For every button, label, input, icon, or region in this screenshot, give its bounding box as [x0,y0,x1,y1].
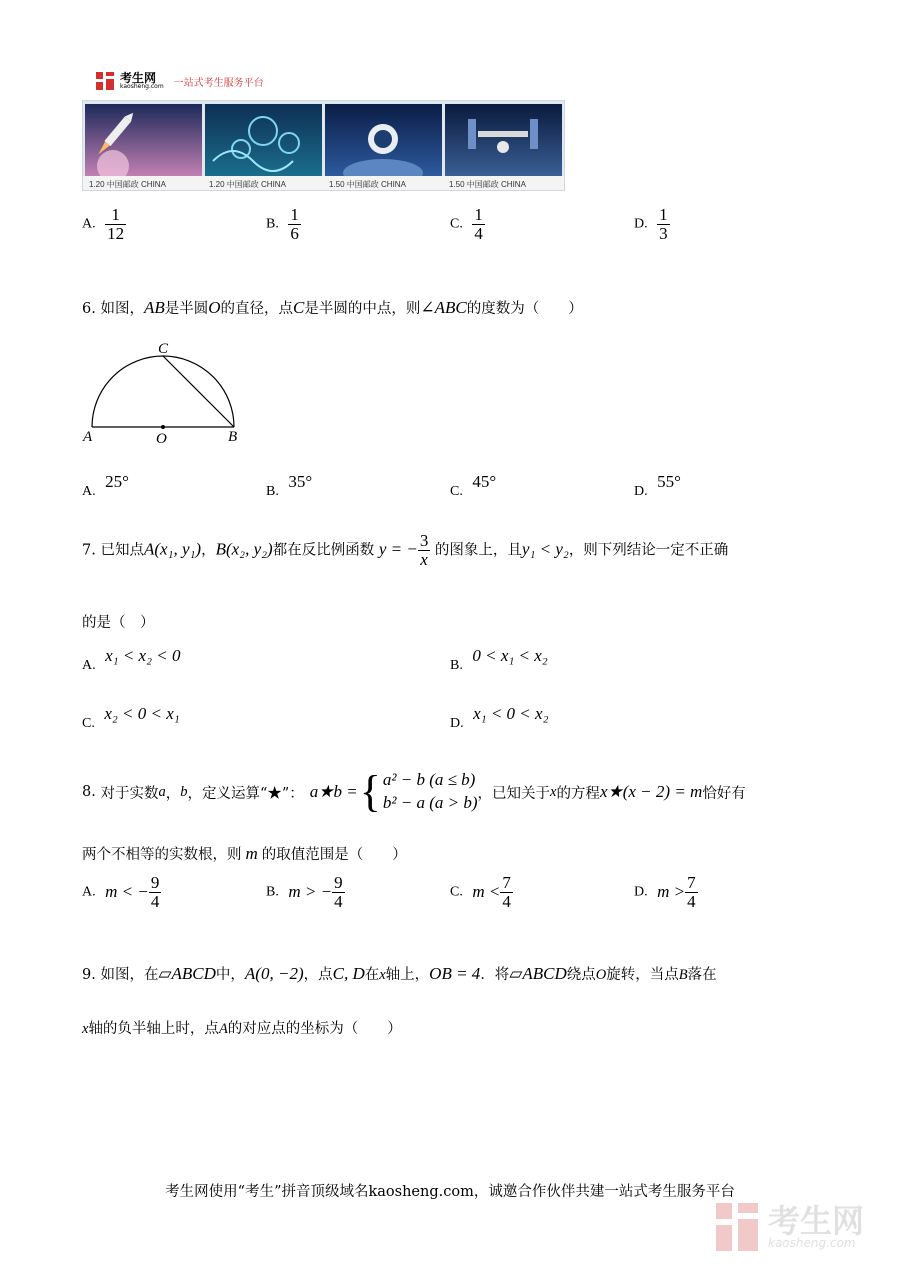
denominator: 4 [502,891,511,911]
question-8 [82,762,746,822]
kaosheng-logo-icon [96,72,114,90]
option-label: B. [266,484,279,499]
q-text: 在 [364,967,380,983]
q-text: 恰好有 [702,785,746,802]
option-label: B. [450,658,463,673]
q-text: 的直径，点 [220,301,294,317]
q-text: 的图象上，且 [434,542,522,559]
stamp-banner [82,100,565,191]
label-c: C [158,341,169,357]
denominator: 12 [107,223,125,243]
math: m > − [288,882,333,902]
q-text: ， [201,542,216,559]
q-text: 绕点 [566,967,596,983]
math: y₁ < y₂ [521,539,569,559]
fraction [500,874,513,911]
q-text: 的对应点的坐标为（ ） [227,1021,402,1037]
q-text: 对于实数 [100,785,159,802]
q-text: 是半圆的中点，则 [304,301,421,317]
denominator: 4 [474,223,483,243]
stamp-value-4: 1.50 中国邮政 CHINA [449,180,526,189]
q-text: ，点 [303,967,333,983]
watermark-logo-icon [716,1203,760,1251]
option-value: 35° [288,472,313,491]
piecewise-cases [383,769,478,815]
q5-option-d [634,206,670,243]
q-text: 两个不相等的实数根，则 [82,847,242,863]
stamp-value-2: 1.20 中国邮政 CHINA [209,180,286,189]
q-text: 已知点 [100,542,144,559]
watermark-text: 考生网 [768,1202,865,1240]
math: B(x₂, y₂) [215,539,273,559]
header-logo [96,72,264,90]
math: C, D [332,964,365,983]
q6-option-a [82,472,129,500]
q5-option-b [266,206,301,243]
math: x [379,967,386,983]
q-text: ．将 [480,967,510,983]
q-text: 轴上， [385,967,430,983]
denominator: 6 [290,223,299,243]
case: b² − a (a > b) [382,793,478,812]
q-text: 的度数为（ ） [466,301,583,317]
option-value: x₁ < x₂ < 0 [105,646,181,665]
q8-option-a [82,874,161,911]
question-9 [82,963,717,984]
label-b: B [228,429,238,445]
option-label: A. [82,216,96,232]
numerator: 1 [111,205,120,224]
math: b [180,783,188,800]
question-6 [82,297,583,318]
math: B [678,967,688,983]
fraction [685,874,698,911]
numerator: 7 [502,873,511,892]
option-value: 55° [657,472,681,491]
option-label: D. [634,484,648,499]
option-label: A. [82,884,96,900]
option-value: x₂ < 0 < x₁ [104,704,180,723]
math: x★(x − 2) = m [599,782,703,801]
option-value: 45° [472,472,497,491]
option-label: C. [450,484,463,499]
q-text: 中， [215,967,245,983]
numerator: 7 [687,873,696,892]
option-label: C. [450,216,463,232]
math: ▱ABCD [158,964,216,983]
label-a: A [83,429,93,445]
math: m < [472,882,501,902]
q8-option-b [266,874,345,911]
q8-option-c [450,874,513,911]
option-label: D. [634,216,648,232]
space-stamps-image [83,101,564,190]
option-value: 25° [105,472,129,491]
option-label: A. [82,658,96,673]
q-text: 都在反比例函数 [272,542,375,559]
q5-option-a [82,206,126,243]
math: x [550,783,557,800]
q-text: 是半圆 [164,301,209,317]
logo-text: 考生网 [120,71,157,85]
label-o: O [156,431,167,447]
q7-option-c [82,704,180,732]
stamp-value-3: 1.50 中国邮政 CHINA [329,180,406,189]
numerator: 9 [334,873,343,892]
option-label: D. [450,716,464,731]
option-value: x₁ < 0 < x₂ [473,704,549,723]
option-label: C. [82,716,95,731]
case: a² − b (a ≤ b) [382,770,476,790]
q5-option-c [450,206,485,243]
page-footer: 考生网使用“考生”拼音顶级域名kaosheng.com，诚邀合作伙伴共建一站式考生服务平台 [165,1184,735,1200]
q-text: 的取值范围是（ ） [261,847,407,863]
numerator: 1 [290,205,299,224]
q-text: ，已知关于 [477,785,550,802]
fraction [105,206,126,243]
numerator: 3 [419,531,429,550]
math: O [595,967,607,983]
logo-tagline: 一站式考生服务平台 [173,77,264,89]
fraction [657,206,670,243]
math: a★b = [309,782,358,801]
math: O [208,298,221,317]
q6-option-b [266,472,312,500]
denominator: x [420,549,428,569]
option-label: A. [82,484,96,499]
fraction [332,874,345,911]
fraction [288,206,301,243]
math: A [218,1021,228,1037]
option-value: 0 < x₁ < x₂ [472,646,548,665]
math: y = − [378,539,418,559]
q-text: 轴的负半轴上时，点 [88,1021,219,1037]
math: ▱ABCD [509,964,567,983]
q6-option-c [450,472,496,500]
q-text: 落在 [687,967,717,983]
q7-option-b [450,646,548,674]
q-text: 如图， [100,301,144,317]
math: x [82,1021,89,1037]
q8-option-d [634,874,698,911]
question-7-line-2: 的是（ ） [82,615,155,631]
q-text: ，定义运算“★”： [187,785,304,802]
semicircle-figure [80,335,260,450]
math: A(x₁, y₁) [143,539,202,559]
stamp-value-1: 1.20 中国邮政 CHINA [89,180,166,189]
math: A(0, −2) [244,964,304,983]
numerator: 1 [474,205,483,224]
math: AB [143,298,165,317]
denominator: 4 [334,891,343,911]
question-8-line-2 [82,843,407,864]
fraction [149,874,162,911]
math: m < − [105,882,149,902]
math: OB = 4 [429,964,481,983]
math: a [158,783,166,800]
q-text: 旋转，当点 [606,967,679,983]
question-number: 8. [82,784,96,800]
question-9-line-2 [82,1017,402,1038]
math: m [245,844,258,863]
question-number: 9. [82,967,96,983]
watermark-sub: kaosheng.com [768,1236,856,1250]
q-text: 的方程 [556,785,600,802]
math: C [293,298,305,317]
math: ∠ABC [420,298,467,317]
q7-option-d [450,704,548,732]
option-label: B. [266,216,279,232]
denominator: 4 [687,891,696,911]
option-label: B. [266,884,279,900]
q-text: 如图，在 [100,967,159,983]
q6-option-d [634,472,681,500]
fraction [472,206,485,243]
question-number: 6. [82,301,96,317]
logo-sub: kaosheng.com [120,83,164,90]
question-7 [82,532,728,569]
brace: { [359,767,381,816]
watermark-logo [716,1203,864,1251]
numerator: 1 [659,205,668,224]
q7-option-a [82,646,180,674]
option-label: D. [634,884,648,900]
option-label: C. [450,884,463,900]
math: m > [657,882,686,902]
denominator: 3 [659,223,668,243]
q-text: ，则下列结论一定不正确 [568,542,729,559]
q-text: ， [165,785,181,802]
numerator: 9 [150,873,160,892]
question-number: 7. [82,542,96,559]
fraction [418,532,431,569]
denominator: 4 [150,891,160,911]
